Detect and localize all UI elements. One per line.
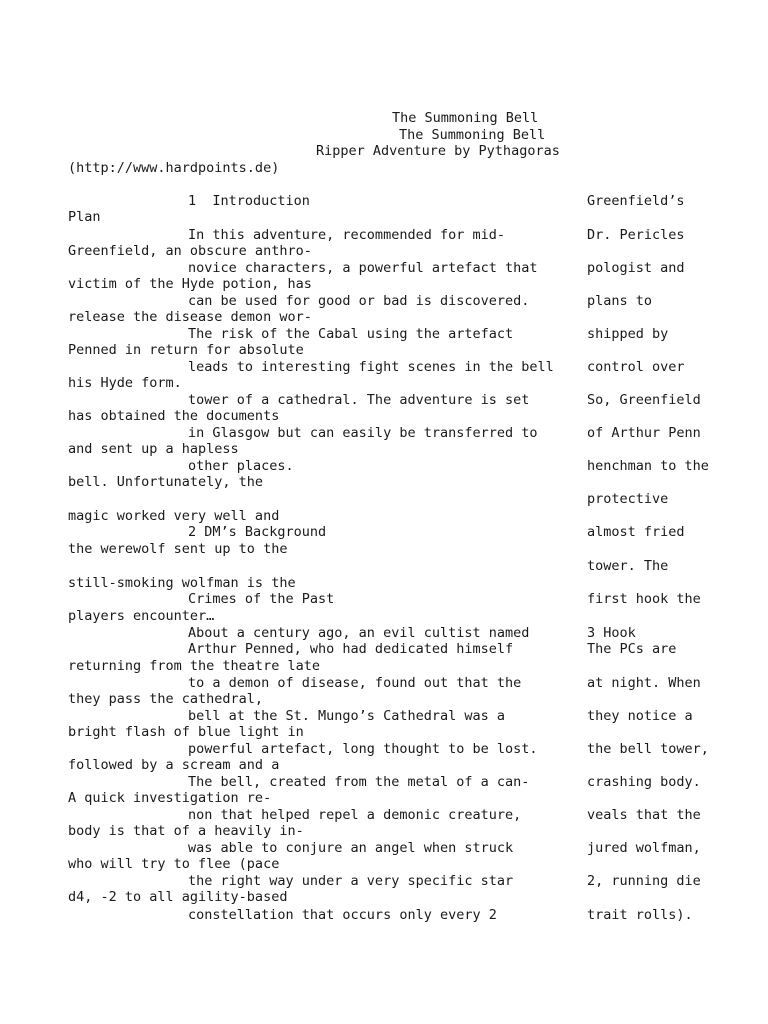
text-line: About a century ago, an evil cultist named: [188, 625, 530, 641]
right-column-line: shipped by: [587, 326, 669, 342]
text-line: The risk of the Cabal using the artefact: [188, 326, 514, 342]
text-line: Arthur Penned, who had dedicated himself: [188, 641, 514, 657]
text-line: players encounter…: [68, 608, 215, 624]
text-line: his Hyde form.: [68, 375, 182, 391]
text-line: other places.: [188, 458, 294, 474]
text-line: In this adventure, recommended for mid-: [188, 227, 505, 243]
text-line: and sent up a hapless: [68, 441, 239, 457]
right-column-line: the bell tower,: [587, 741, 709, 757]
right-column-line: plans to: [587, 293, 653, 309]
text-line: novice characters, a powerful artefact that: [188, 260, 538, 276]
right-column-line: they notice a: [587, 708, 693, 724]
text-line: non that helped repel a demonic creature,: [188, 807, 522, 823]
text-line: The bell, created from the metal of a can-: [188, 774, 530, 790]
text-line: magic worked very well and: [68, 508, 280, 524]
text-line: bell. Unfortunately, the: [68, 474, 264, 490]
doc-title-repeat: The Summoning Bell: [399, 127, 546, 143]
section-heading: 2 DM’s Background: [188, 524, 327, 540]
doc-source-url: (http://www.hardpoints.de): [68, 160, 280, 176]
text-line: leads to interesting fight scenes in the bell: [188, 359, 554, 375]
right-column-line: at night. When: [587, 675, 701, 691]
text-line: the right way under a very specific star: [188, 873, 514, 889]
right-column-line: tower. The: [587, 558, 669, 574]
text-line: in Glasgow but can easily be transferred to: [188, 425, 538, 441]
text-line: Plan: [68, 209, 101, 225]
right-column-line: pologist and: [587, 260, 685, 276]
text-line: followed by a scream and a: [68, 757, 280, 773]
text-line: they pass the cathedral,: [68, 691, 264, 707]
text-line: returning from the theatre late: [68, 658, 320, 674]
right-column-line: veals that the: [587, 807, 701, 823]
right-column-line: protective: [587, 491, 669, 507]
right-column-line: The PCs are: [587, 641, 677, 657]
text-line: bell at the St. Mungo’s Cathedral was a: [188, 708, 505, 724]
right-column-line: of Arthur Penn: [587, 425, 701, 441]
right-column-line: first hook the: [587, 591, 701, 607]
section-heading: 1 Introduction: [188, 193, 310, 209]
doc-subtitle: Ripper Adventure by Pythagoras: [316, 143, 560, 159]
right-column-line: henchman to the: [587, 458, 709, 474]
text-line: powerful artefact, long thought to be lost.: [188, 741, 538, 757]
text-line: Penned in return for absolute: [68, 342, 304, 358]
text-line: who will try to flee (pace: [68, 856, 280, 872]
text-line: has obtained the documents: [68, 408, 280, 424]
doc-title: The Summoning Bell: [392, 110, 539, 126]
text-line: victim of the Hyde potion, has: [68, 276, 312, 292]
right-column-line: crashing body.: [587, 774, 701, 790]
text-line: A quick investigation re-: [68, 790, 272, 806]
text-line: to a demon of disease, found out that the: [188, 675, 522, 691]
right-column-line: So, Greenfield: [587, 392, 701, 408]
text-line: bright flash of blue light in: [68, 724, 304, 740]
right-column-line: control over: [587, 359, 685, 375]
text-line: d4, -2 to all agility-based: [68, 889, 288, 905]
text-line: body is that of a heavily in-: [68, 823, 304, 839]
text-line: release the disease demon wor-: [68, 309, 312, 325]
right-column-line: Dr. Pericles: [587, 227, 685, 243]
right-column-line: Greenfield’s: [587, 193, 685, 209]
right-column-line: trait rolls).: [587, 907, 693, 923]
right-column-line: almost fried: [587, 524, 685, 540]
text-line: still-smoking wolfman is the: [68, 575, 296, 591]
right-column-line: jured wolfman,: [587, 840, 701, 856]
right-column-line: 2, running die: [587, 873, 701, 889]
text-line: the werewolf sent up to the: [68, 541, 288, 557]
text-line: tower of a cathedral. The adventure is set: [188, 392, 530, 408]
text-line: Greenfield, an obscure anthro-: [68, 243, 312, 259]
right-column-heading: 3 Hook: [587, 625, 636, 641]
text-line: constellation that occurs only every 2: [188, 907, 497, 923]
text-line: was able to conjure an angel when struck: [188, 840, 514, 856]
text-line: can be used for good or bad is discovered.: [188, 293, 530, 309]
subsection-heading: Crimes of the Past: [188, 591, 335, 607]
